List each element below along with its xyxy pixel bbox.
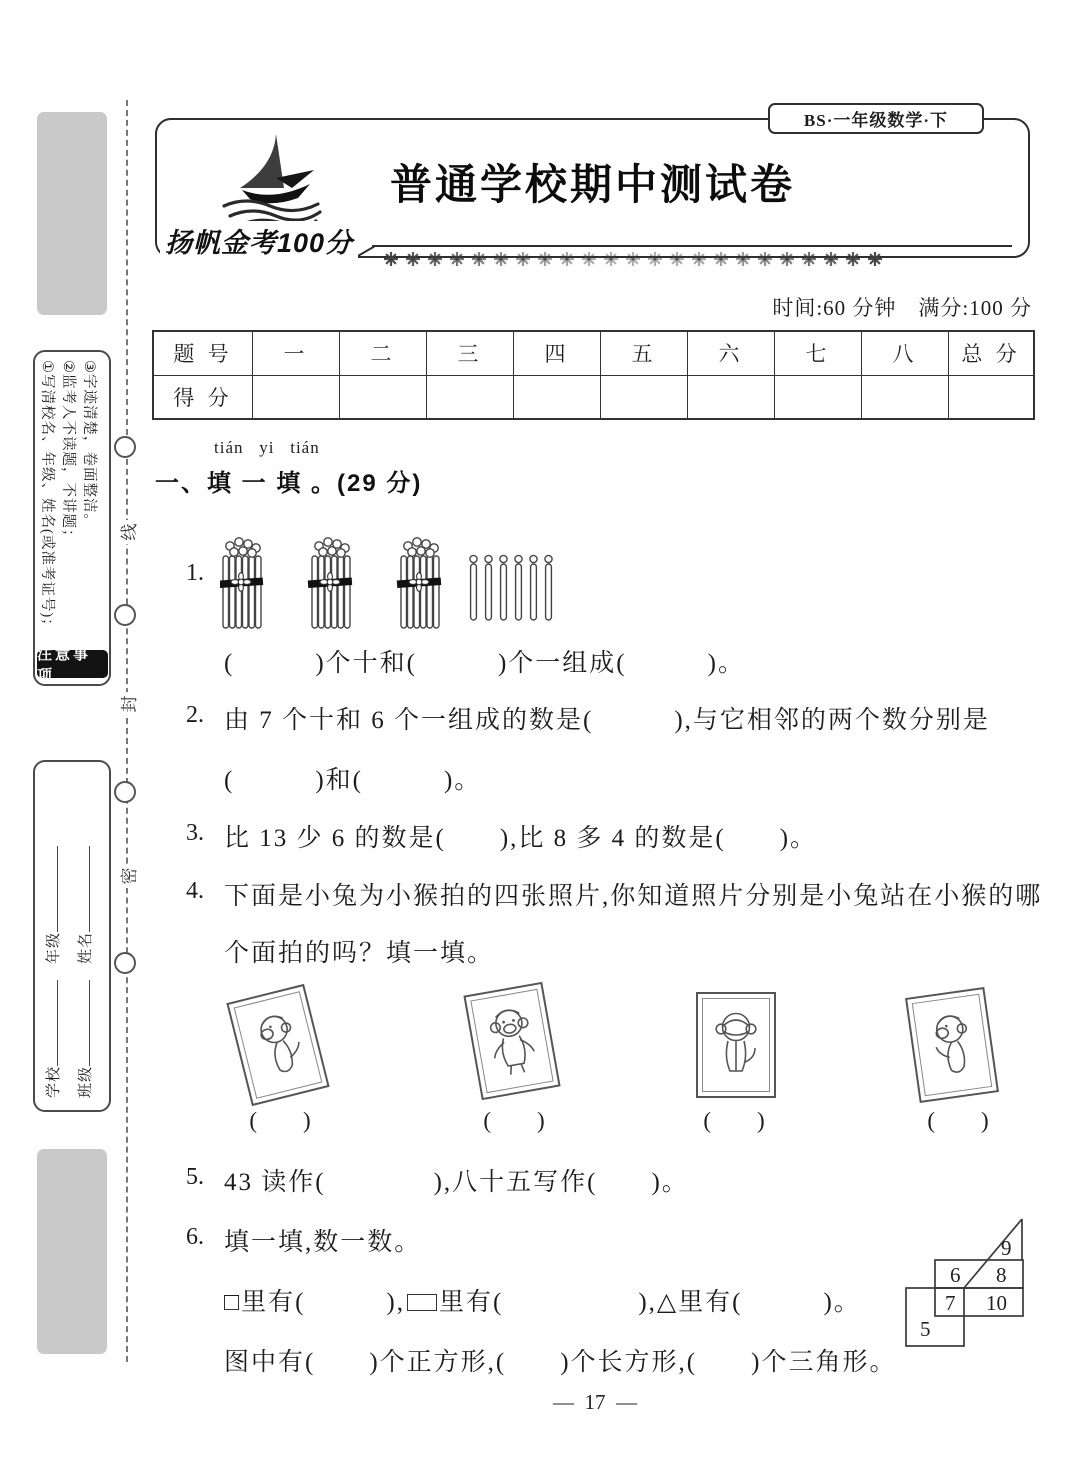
figure-number-10: 10 — [986, 1291, 1007, 1315]
score-col-1: 一 — [253, 331, 340, 375]
q2-text-line1: 由 7 个十和 6 个一组成的数是( ),与它相邻的两个数分别是 — [224, 707, 990, 734]
score-col-7: 七 — [775, 331, 862, 375]
q4-number: 4. — [186, 878, 204, 904]
score-cell — [427, 375, 514, 419]
score-col-5: 五 — [601, 331, 688, 375]
brand-logo-text: 扬帆金考100分 — [160, 221, 358, 260]
stars-row-svg — [382, 249, 904, 269]
q4-answer-blank-3: ( ) — [703, 1108, 765, 1133]
grade-field-label: 年级 — [46, 931, 62, 964]
score-cell — [340, 375, 427, 419]
figure-number-5: 5 — [920, 1317, 931, 1341]
q6-shapes-line-part2: 里有( ),△里有( )。 — [439, 1289, 861, 1316]
score-cell — [949, 375, 1035, 419]
figure-number-7: 7 — [945, 1291, 956, 1315]
school-field-label: 学校 — [46, 1065, 62, 1098]
sailboat-logo-icon — [218, 126, 322, 226]
score-cell — [862, 375, 949, 419]
score-cell — [688, 375, 775, 419]
score-col-4: 四 — [514, 331, 601, 375]
name-field-label: 姓名 — [78, 931, 94, 964]
q5-number: 5. — [186, 1164, 204, 1190]
q6-count-line: 图中有( )个正方形,( )个长方形,( )个三角形。 — [224, 1349, 897, 1376]
q2-text-line2: ( )和( )。 — [224, 767, 482, 794]
score-cell — [514, 375, 601, 419]
score-row-label: 得 分 — [153, 375, 253, 419]
score-table — [152, 330, 1035, 420]
punch-circle-icon — [114, 604, 136, 626]
margin-gray-block-bottom — [37, 1149, 107, 1354]
margin-gray-block-top — [37, 112, 107, 315]
q6-shapes-line — [224, 1282, 861, 1318]
score-cell — [601, 375, 688, 419]
q1-number: 1. — [186, 560, 204, 586]
seal-char-line: 线 — [115, 520, 139, 544]
q6-number: 6. — [186, 1224, 204, 1250]
seal-fold-dashed-line — [126, 100, 128, 1362]
q5-text: 43 读作( ),八十五写作( )。 — [224, 1169, 689, 1196]
score-col-total: 总 分 — [949, 331, 1035, 375]
score-cell — [775, 375, 862, 419]
shapes-counting-figure — [898, 1198, 1038, 1350]
score-col-3: 三 — [427, 331, 514, 375]
figure-number-8: 8 — [996, 1263, 1007, 1287]
figure-number-9: 9 — [1001, 1236, 1012, 1260]
student-info-col-2 — [74, 776, 100, 1098]
q3-number: 3. — [186, 820, 204, 846]
photo-frame-3 — [696, 992, 776, 1098]
class-field-label: 班级 — [78, 1065, 94, 1098]
q1-text: ( )个十和( )个一组成( )。 — [224, 650, 745, 677]
score-cell — [253, 375, 340, 419]
stars-row — [382, 249, 904, 274]
punch-circle-icon — [114, 952, 136, 974]
notice-line-1: ①写清校名、年级、姓名(或准考证号)； — [39, 360, 55, 634]
score-col-8: 八 — [862, 331, 949, 375]
section-one-heading: 一、填 一 填 。(29 分) — [155, 470, 423, 497]
monkey-back-view-icon — [706, 1005, 766, 1085]
q3-text: 比 13 少 6 的数是( ),比 8 多 4 的数是( )。 — [224, 825, 818, 852]
grade-blank-line — [43, 846, 58, 932]
monkey-side-view-icon — [917, 1001, 988, 1089]
score-table-corner: 题 号 — [153, 331, 253, 375]
q4-text-line2: 个面拍的吗？填一填。 — [224, 940, 495, 967]
seal-char-mi: 密 — [115, 864, 139, 888]
punch-circle-icon — [114, 781, 136, 803]
figure-number-6: 6 — [950, 1263, 961, 1287]
rectangle-shape-glyph — [407, 1294, 437, 1311]
section-pinyin: tián yi tián — [214, 438, 320, 457]
q4-text-line1: 下面是小兔为小猴拍的四张照片,你知道照片分别是小兔站在小猴的哪 — [224, 883, 1043, 910]
seal-char-feng: 封 — [115, 692, 139, 716]
student-info-col-1 — [42, 776, 68, 1098]
q6-shapes-line-part1: □里有( ), — [224, 1289, 406, 1316]
photo-frame-4 — [905, 987, 999, 1103]
page-number: — 17 — — [553, 1390, 637, 1414]
photo-frame-2 — [463, 982, 560, 1100]
notice-line-3: ③字迹清楚，卷面整洁。 — [81, 360, 97, 529]
q2-number: 2. — [186, 702, 204, 728]
punch-circle-icon — [114, 436, 136, 458]
counting-sticks-figure — [220, 530, 560, 642]
time-score-info: 时间:60 分钟 满分:100 分 — [772, 296, 1032, 320]
score-col-2: 二 — [340, 331, 427, 375]
paper-title: 普通学校期中测试卷 — [390, 161, 796, 208]
q6-text: 填一填,数一数。 — [224, 1229, 422, 1256]
school-blank-line — [43, 980, 58, 1066]
score-table-header-row — [153, 331, 1034, 375]
edition-badge: BS·一年级数学·下 — [768, 103, 984, 134]
notice-label: 注意事项 — [37, 650, 108, 678]
q4-answer-blank-1: ( ) — [249, 1108, 311, 1133]
score-col-6: 六 — [688, 331, 775, 375]
q4-answer-blank-2: ( ) — [483, 1108, 545, 1133]
name-blank-line — [75, 846, 90, 932]
header-rule — [372, 245, 1012, 247]
score-table-score-row — [153, 375, 1034, 419]
photo-frame-1 — [226, 984, 329, 1106]
class-blank-line — [75, 980, 90, 1066]
notice-line-2: ②监考人不读题，不讲题； — [60, 360, 76, 545]
q4-answer-blank-4: ( ) — [927, 1108, 989, 1133]
